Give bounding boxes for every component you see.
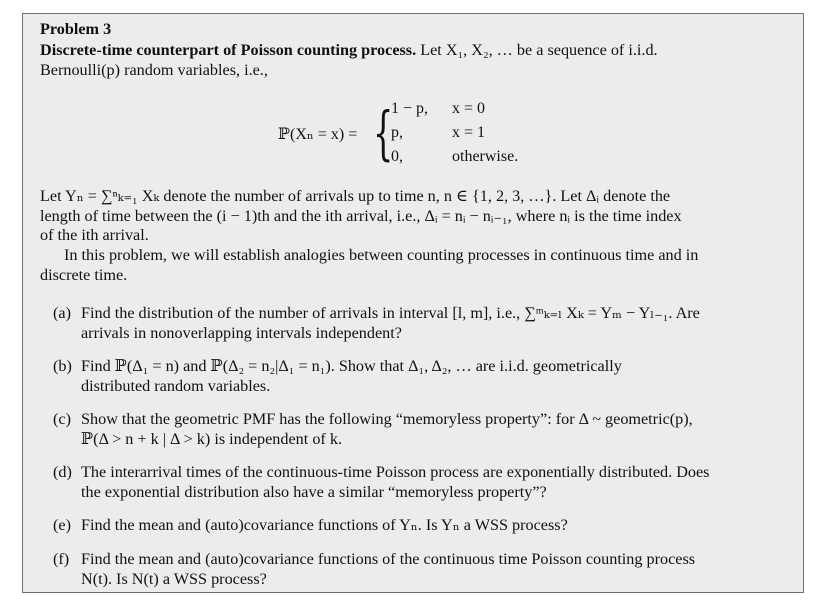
item-line: The interarrival times of the continuous-time Poisson process are exponentially distributed. Does	[81, 463, 710, 481]
paragraph-line: Let Yₙ = ∑ⁿₖ₌₁ Xₖ denote the number of arrivals up to time n, n ∈ {1, 2, 3, …}. Let Δᵢ denote the	[40, 187, 671, 205]
paragraph-line: discrete time.	[40, 266, 128, 284]
item-line: Find the mean and (auto)covariance functions of the continuous time Poisson counting process	[81, 550, 696, 568]
case-value: 1 − p,	[391, 100, 429, 117]
item-label: (e)	[53, 516, 71, 534]
case-condition: otherwise.	[452, 148, 519, 165]
item-line: ℙ(Δ > n + k | Δ > k) is independent of k.	[81, 430, 342, 448]
item-label: (a)	[53, 304, 71, 322]
item-line: the exponential distribution also have a similar “memoryless property”?	[81, 483, 547, 501]
item-line: arrivals in nonoverlapping intervals independent?	[81, 324, 402, 342]
paragraph-line: In this problem, we will establish analogies between counting processes in continuous time and in	[64, 246, 699, 264]
item-label: (d)	[53, 463, 72, 481]
problem-heading: Discrete-time counterpart of Poisson counting process.	[40, 41, 417, 59]
problem-intro-line1	[40, 41, 658, 60]
item-line: N(t). Is N(t) a WSS process?	[81, 570, 267, 588]
problem-box	[22, 13, 804, 593]
problem-title: Problem 3	[40, 20, 112, 38]
problem-intro-line2: Bernoulli(p) random variables, i.e.,	[40, 61, 268, 79]
item-label: (b)	[53, 357, 72, 375]
case-value: 0,	[391, 148, 403, 165]
item-line: Show that the geometric PMF has the following “memoryless property”: for Δ ~ geometric(p),	[81, 410, 693, 428]
item-label: (c)	[53, 410, 71, 428]
pmf-equation	[278, 100, 578, 170]
case-condition: x = 1	[452, 124, 486, 141]
equation-brace: {	[373, 99, 394, 167]
paragraph-line: of the ith arrival.	[40, 226, 149, 244]
case-value: p,	[391, 124, 403, 141]
paragraph-line: length of time between the (i − 1)th and the ith arrival, i.e., Δᵢ = nᵢ − nᵢ₋₁, where nᵢ is the time index	[40, 207, 682, 225]
equation-lhs: ℙ(Xₙ = x) =	[278, 126, 358, 143]
item-label: (f)	[53, 550, 70, 568]
item-line: distributed random variables.	[81, 377, 271, 395]
item-line: Find the mean and (auto)covariance functions of Yₙ. Is Yₙ a WSS process?	[81, 516, 568, 534]
problem-intro-text: Let X₁, X₂, … be a sequence of i.i.d.	[420, 41, 658, 59]
item-line: Find the distribution of the number of arrivals in interval [l, m], i.e., ∑ᵐₖ₌ₗ Xₖ = Yₘ − Yₗ₋₁. Are	[81, 304, 700, 322]
item-line: Find ℙ(Δ₁ = n) and ℙ(Δ₂ = n₂|Δ₁ = n₁). Show that Δ₁, Δ₂, … are i.i.d. geometrically	[81, 357, 622, 375]
case-condition: x = 0	[452, 100, 486, 117]
